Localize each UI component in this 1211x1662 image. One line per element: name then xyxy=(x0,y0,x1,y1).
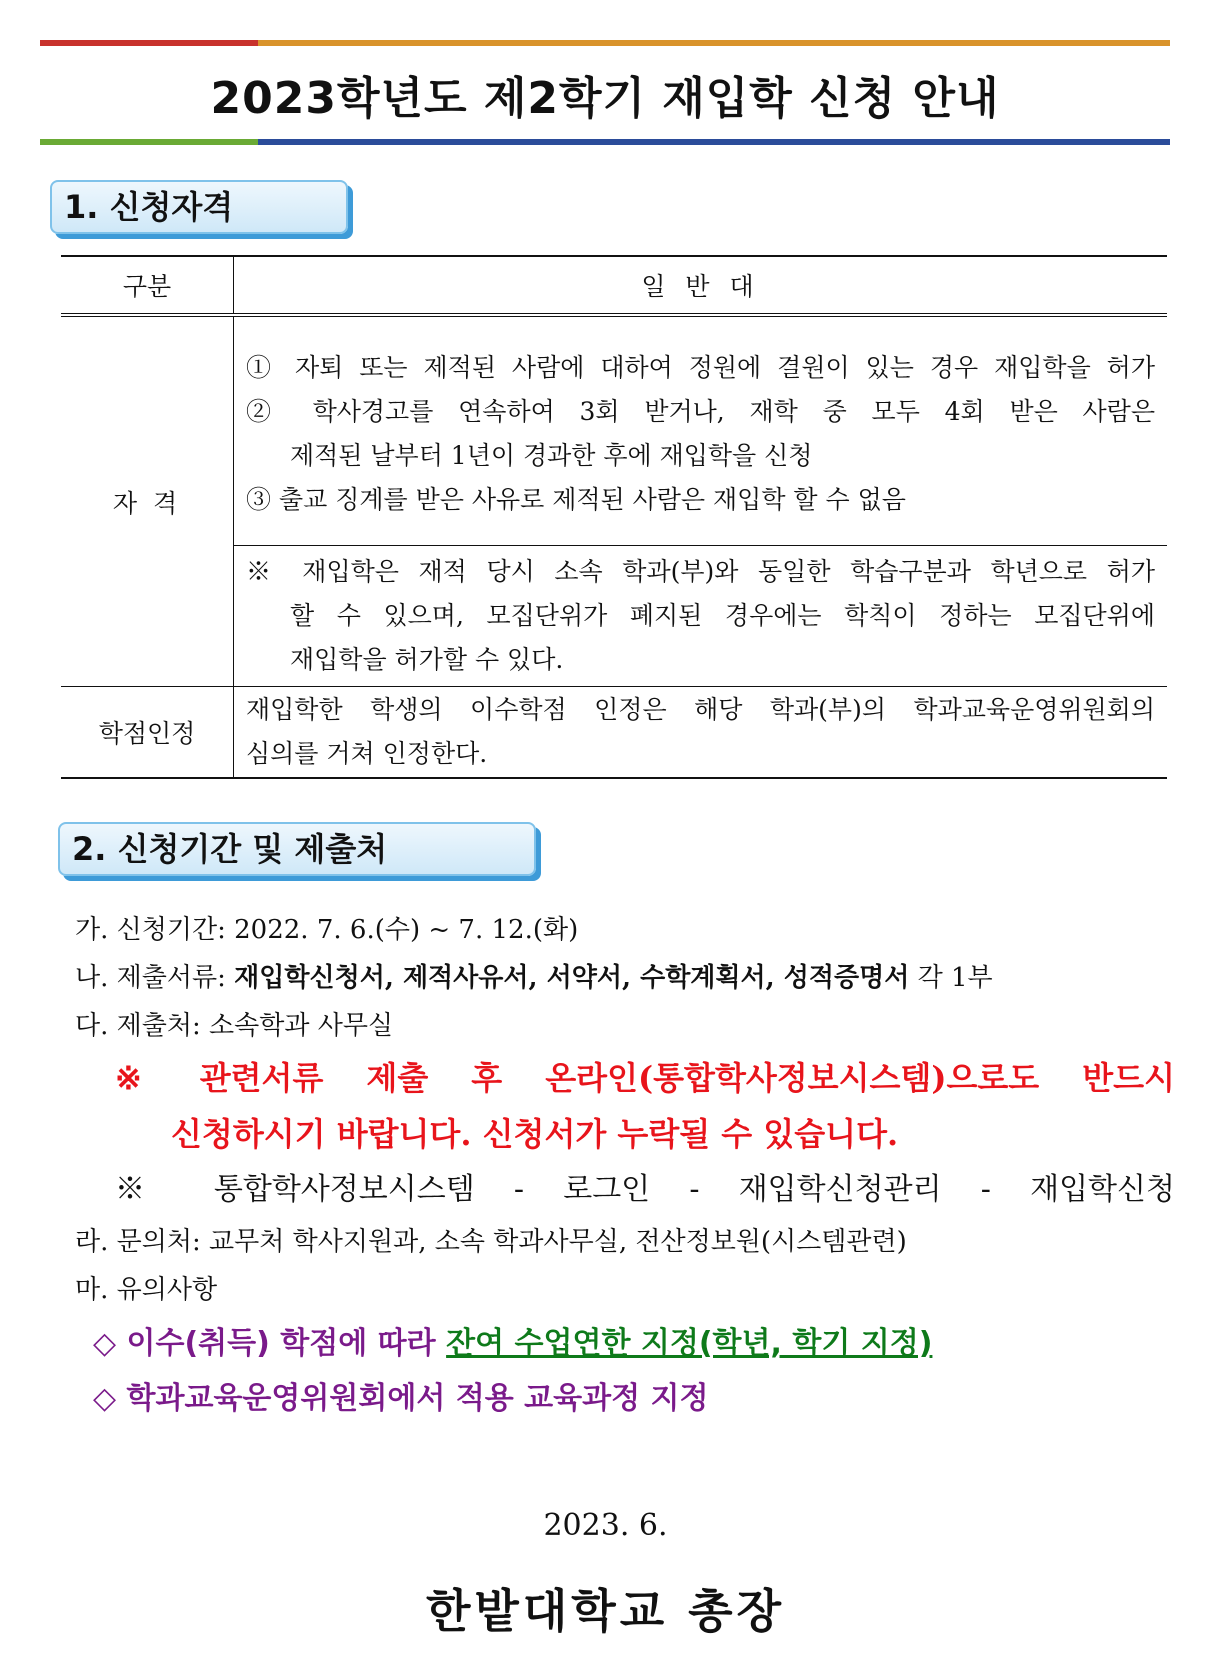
notes-title: 마. 유의사항 xyxy=(75,1275,218,1305)
qual-item-3: ③ 출교 징계를 받은 사유로 제적된 사람은 재입학 할 수 없음 xyxy=(246,485,906,514)
header-category: 구분 xyxy=(61,256,234,315)
qual-item-1: ① 자퇴 또는 제적된 사람에 대하여 정원에 결원이 있는 경우 재입학을 허가 xyxy=(246,353,1155,382)
qual-item-2: ② 학사경고를 연속하여 3회 받거나, 재학 중 모두 4회 받은 사람은 xyxy=(246,397,1155,426)
table-header-row xyxy=(61,256,1167,315)
warning-line-2: 신청하시기 바랍니다. 신청서가 누락될 수 있습니다. xyxy=(171,1115,899,1153)
table-row xyxy=(61,315,1167,546)
note-bullet-2: ◇ 학과교육운영위원회에서 적용 교육과정 지정 xyxy=(93,1381,709,1416)
credit-line-2: 심의를 거쳐 인정한다. xyxy=(246,739,488,768)
qual-note-3: 재입학을 허가할 수 있다. xyxy=(290,645,564,674)
bottom-bar-right xyxy=(258,139,1170,145)
contact-line: 라. 문의처: 교무처 학사지원과, 소속 학과사무실, 전산정보원(시스템관련) xyxy=(75,1227,907,1257)
top-bar-left xyxy=(40,40,258,46)
bottom-bar-left xyxy=(40,139,258,145)
label-credit: 학점인정 xyxy=(61,687,234,779)
table-row xyxy=(61,687,1167,779)
place-line: 다. 제출처: 소속학과 사무실 xyxy=(75,1011,394,1041)
credit-line-1: 재입학한 학생의 이수학점 인정은 해당 학과(부)의 학과교육운영위원회의 xyxy=(246,695,1155,724)
label-qualification: 자 격 xyxy=(61,315,234,687)
period-line: 가. 신청기간: 2022. 7. 6.(수) ~ 7. 12.(화) xyxy=(75,915,579,945)
note-bullet-1: ◇ 이수(취득) 학점에 따라 잔여 수업연한 지정(학년, 학기 지정) xyxy=(93,1326,933,1361)
qual-note-1: ※ 재입학은 재적 당시 소속 학과(부)와 동일한 학습구분과 학년으로 허가 xyxy=(246,557,1155,586)
page-title: 2023학년도 제2학기 재입학 신청 안내 xyxy=(210,73,1000,124)
qualification-table xyxy=(61,255,1167,779)
warning-mark: ※ xyxy=(115,1059,174,1097)
qual-note-2: 할 수 있으며, 모집단위가 폐지된 경우에는 학칙이 정하는 모집단위에 xyxy=(290,601,1155,630)
notice-date: 2023. 6. xyxy=(543,1508,668,1543)
header-general: 일 반 대 xyxy=(234,256,1168,315)
section2-body xyxy=(75,906,1175,1424)
remaining-term-note: 잔여 수업연한 지정(학년, 학기 지정) xyxy=(446,1326,933,1361)
top-bar-right xyxy=(258,40,1170,46)
qual-item-2-cont: 제적된 날부터 1년이 경과한 후에 재입학을 신청 xyxy=(290,441,813,470)
section1-heading: 1. 신청자격 xyxy=(50,180,348,234)
warning-line-1: ※ 관련서류 제출 후 온라인(통합학사정보시스템)으로도 반드시 xyxy=(115,1059,1175,1097)
docs-line: 나. 제출서류: 재입학신청서, 제적사유서, 서약서, 수학계획서, 성적증명서 각 1부 xyxy=(75,963,993,993)
signature: 한밭대학교 총장 xyxy=(425,1584,786,1638)
system-path-line: ※ 통합학사정보시스템 - 로그인 - 재입학신청관리 - 재입학신청 xyxy=(115,1172,1175,1207)
docs-list: 재입학신청서, 제적사유서, 서약서, 수학계획서, 성적증명서 xyxy=(234,963,910,993)
section2-heading: 2. 신청기간 및 제출처 xyxy=(58,822,536,876)
